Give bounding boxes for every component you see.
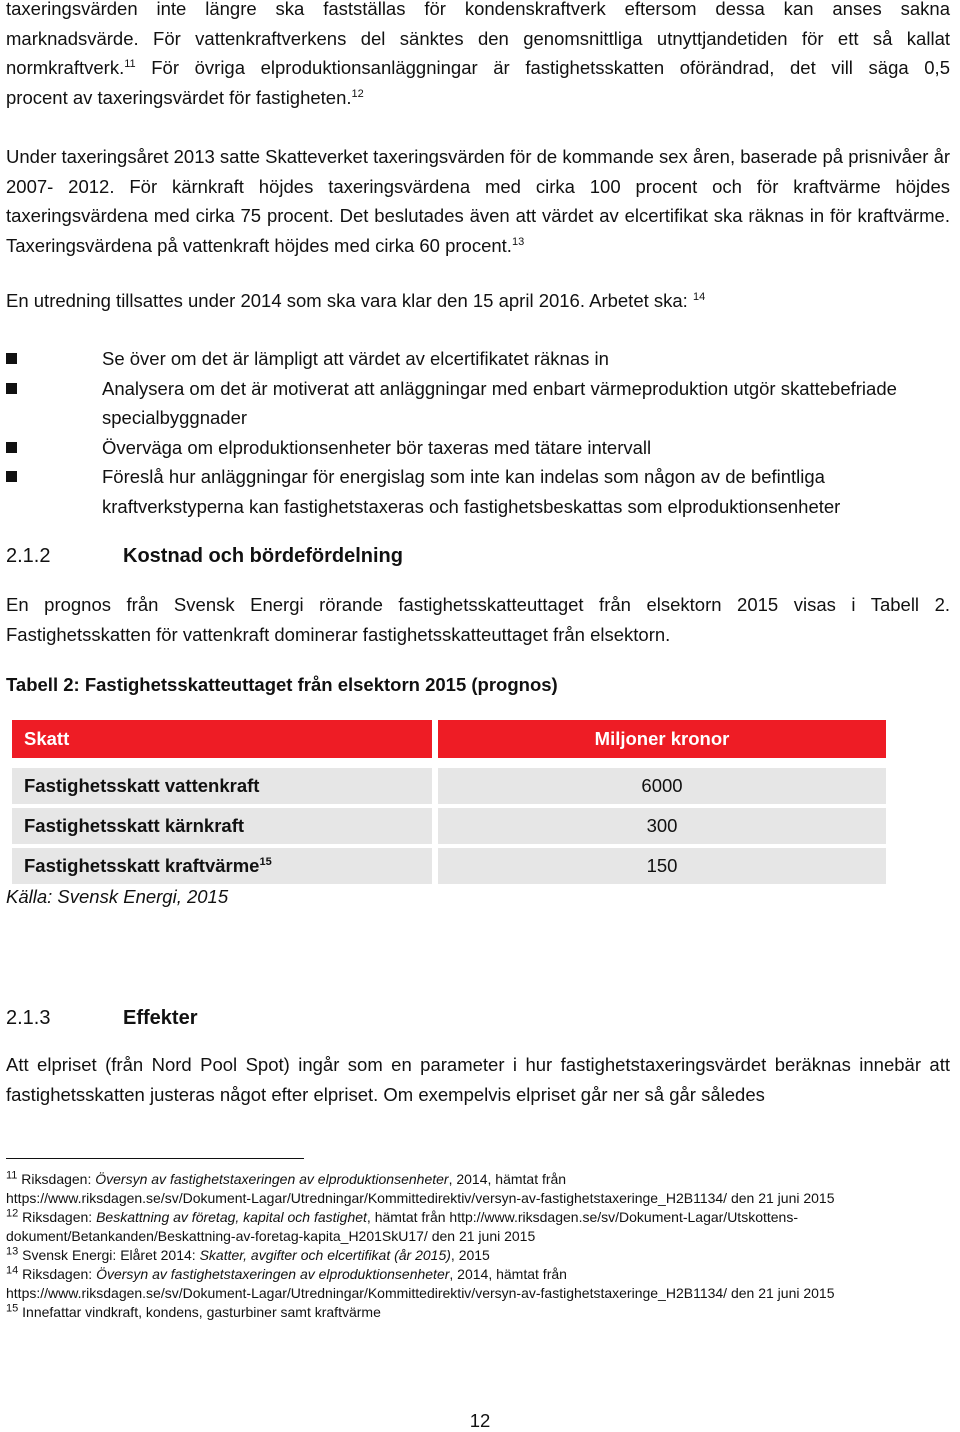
list-item: Överväga om elproduktionsenheter bör taxeras med tätare intervall	[6, 433, 950, 463]
table-source: Källa: Svensk Energi, 2015	[6, 886, 229, 907]
bullet-square-icon	[6, 353, 17, 364]
section-heading-2-1-2	[6, 545, 403, 568]
footnotes	[6, 1170, 950, 1322]
table-cell-label: Fastighetsskatt kraftvärme$^{15}$	[12, 848, 432, 884]
table-caption: Tabell 2: Fastighetsskatteuttaget från elsektorn 2015 (prognos)	[6, 674, 558, 695]
footnote-ref-15: 15	[259, 855, 272, 868]
footnote-12-link[interactable]: , hämtat från http://www.riksdagen.se/sv/Dokument-Lagar/Utskottens-dokument/Betankanden/Beskattning-av-foretag-kapita_H201SkU17/ den 21 juni 2015	[6, 1209, 798, 1244]
footnote-divider	[6, 1158, 304, 1159]
footnote-14-link[interactable]: https://www.riksdagen.se/sv/Dokument-Lagar/Utredningar/Kommittedirektiv/versyn-av-fastighetstaxeringe_H2B1134/ den 21 juni 2015	[6, 1285, 835, 1301]
intro-line-3: normkraftverk.$^{11}$ För övriga elproduktionsanläggningar är fastighetsskatten oförändrad, det vill säga 0,5	[6, 57, 950, 78]
list-item: Föreslå hur anläggningar för energislag som inte kan indelas som någon av de befintliga kraftverkstyperna kan fastighetstaxeras och fastighetsbeskattas som elproduktionsenheter	[6, 462, 950, 521]
intro-line-2: marknadsvärde. För vattenkraftverkens del sänktes den genomsnittliga utnyttjandetiden för ett så kallat	[6, 27, 950, 49]
table-cell-value: 150	[438, 848, 886, 884]
table-cell-label: Fastighetsskatt vattenkraft	[12, 768, 432, 804]
footnote-ref-13: 13	[511, 235, 525, 248]
section-heading-2-1-3	[6, 1007, 197, 1030]
section-title: Effekter	[123, 1007, 198, 1029]
section-number: 2.1.3	[6, 1007, 51, 1029]
data-table	[12, 720, 886, 888]
list-item: Analysera om det är motiverat att anläggningar med enbart värmeproduktion utgör skattebefriade specialbyggnader	[6, 374, 950, 433]
footnote-12: $^{12}$ Riksdagen: Beskattning av företag, kapital och fastighet, hämtat från http://www.riksdagen.se/sv/Dokument-Lagar/Utskottens-dokument/Betankanden/Beskattning-av-foretag-kapita_H201SkU17/ den 21 juni 2015	[6, 1207, 798, 1244]
footnote-ref-14: 14	[692, 290, 706, 303]
section-2-1-2-paragraph: En prognos från Svensk Energi rörande fastighetsskatteuttaget från elsektorn 2015 visas i Tabell 2. Fastighetsskatten för vattenkraft dominerar fastighetsskatteuttaget från elsektorn.	[6, 594, 950, 645]
footnote-14: $^{14}$ Riksdagen: Översyn av fastighetstaxeringen av elproduktionsenheter, 2014, hämtat från https://www.riksdagen.se/sv/Dokument-Lagar/Utredningar/Kommittedirektiv/versyn-av-fastighetstaxeringe_H2B1134/ den 21 juni 2015	[6, 1264, 835, 1301]
table-cell-label: Fastighetsskatt kärnkraft	[12, 808, 432, 844]
footnote-ref-11: 11	[124, 57, 136, 70]
table-header-cell: Miljoner kronor	[438, 720, 886, 758]
table-cell-value: 300	[438, 808, 886, 844]
intro-paragraph-1	[6, 0, 950, 112]
intro-line-4: procent av taxeringsvärdet för fastigheten.$^{12}$	[6, 86, 364, 108]
page-number: 12	[469, 1410, 491, 1431]
table-header-cell: Skatt	[12, 720, 432, 758]
intro-paragraph-3: En utredning tillsattes under 2014 som ska vara klar den 15 april 2016. Arbetet ska: $^{14}$	[6, 290, 706, 311]
footnote-15: $^{15}$ Innefattar vindkraft, kondens, gasturbiner samt kraftvärme	[6, 1302, 381, 1320]
table-row	[12, 808, 886, 844]
bullet-square-icon	[6, 383, 17, 394]
table-header-row	[12, 720, 886, 758]
section-title: Kostnad och bördefördelning	[123, 545, 403, 567]
footnote-13: $^{13}$ Svensk Energi: Elåret 2014: Skatter, avgifter och elcertifikat (år 2015), 2015	[6, 1245, 490, 1263]
table-row	[12, 768, 886, 804]
table-row	[12, 848, 886, 884]
section-number: 2.1.2	[6, 545, 51, 567]
footnote-11-link[interactable]: https://www.riksdagen.se/sv/Dokument-Lagar/Utredningar/Kommittedirektiv/versyn-av-fastighetstaxeringe_H2B1134/ den 21 juni 2015	[6, 1190, 835, 1206]
footnote-ref-12: 12	[351, 87, 364, 100]
list-item: Se över om det är lämpligt att värdet av elcertifikatet räknas in	[6, 344, 950, 374]
intro-line-1: taxeringsvärden inte längre ska fastställas för kondenskraftverk eftersom dessa kan anses sakna	[6, 0, 950, 19]
table-cell-value: 6000	[438, 768, 886, 804]
intro-paragraph-2: Under taxeringsåret 2013 satte Skatteverket taxeringsvärden för de kommande sex åren, baserade på prisnivåer år 2007- 2012. För kärnkraft höjdes taxeringsvärdena med cirka 100 procent och för kraftvärme höjdes taxeringsvärdena med cirka 75 procent. Det beslutades även att värdet av elcertifikat ska räknas in för kraftvärme. Taxeringsvärdena på vattenkraft höjdes med cirka 60 procent.$^{13}$	[6, 146, 951, 256]
bullet-square-icon	[6, 471, 17, 482]
footnote-11: $^{11}$ Riksdagen: Översyn av fastighetstaxeringen av elproduktionsenheter, 2014, hämtat från https://www.riksdagen.se/sv/Dokument-Lagar/Utredningar/Kommittedirektiv/versyn-av-fastighetstaxeringe_H2B1134/ den 21 juni 2015	[6, 1169, 835, 1206]
bullet-square-icon	[6, 442, 17, 453]
bullet-list	[6, 344, 950, 521]
section-2-1-3-paragraph: Att elpriset (från Nord Pool Spot) ingår som en parameter i hur fastighetstaxeringsvärdet beräknas innebär att fastighetsskatten justeras något efter elpriset. Om exempelvis elpriset går ner så går således	[6, 1054, 950, 1105]
